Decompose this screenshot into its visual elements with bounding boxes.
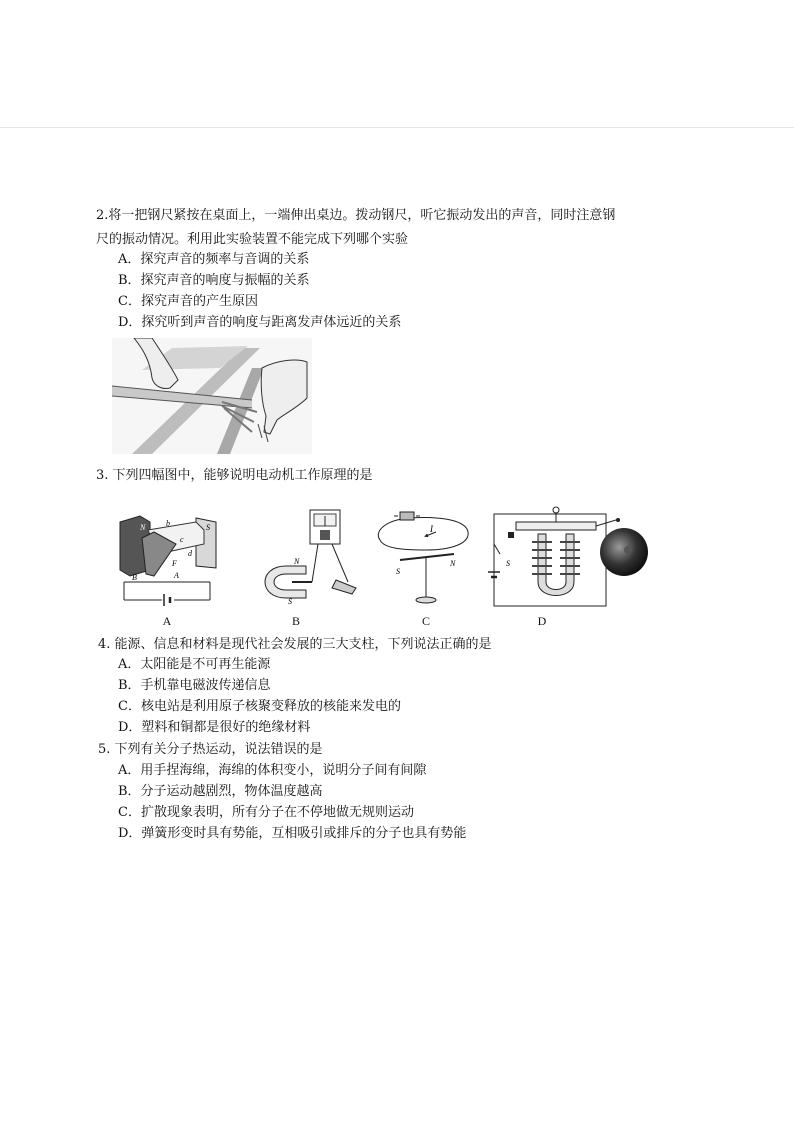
wire-loop <box>378 518 468 550</box>
label-b-lower: B <box>132 573 137 582</box>
label-b: b <box>166 519 170 528</box>
question-4-stem: 4. 能源、信息和材料是现代社会发展的三大支柱，下列说法正确的是 <box>98 637 492 652</box>
question-2-option-a: A．探究声音的频率与音调的关系 <box>118 252 310 267</box>
label-f: F <box>172 559 177 568</box>
switch <box>494 544 500 554</box>
u-electromagnet <box>538 534 574 596</box>
question-2-stem-line1: 2.将一把钢尺紧按在桌面上，一端伸出桌边。拨动钢尺，听它振动发出的声音，同时注意钢 <box>96 208 616 223</box>
question-2-option-d: D．探究听到声音的响度与距离发声体远近的关系 <box>118 315 402 330</box>
question-4-option-b: B．手机靠电磁波传递信息 <box>118 678 271 693</box>
question-5-stem: 5. 下列有关分子热运动，说法错误的是 <box>98 742 323 757</box>
page-divider-line <box>0 127 794 128</box>
question-2-option-c: C．探究声音的产生原因 <box>118 294 258 309</box>
label-s: S <box>288 597 292 606</box>
figure-label-a: A <box>162 614 172 628</box>
label-n: N <box>450 559 456 568</box>
figure-b-generator-galvanometer <box>252 508 362 608</box>
label-d: d <box>188 549 192 558</box>
figure-label-b: B <box>291 614 300 628</box>
label-s: S <box>396 567 400 576</box>
label-s: S <box>206 523 210 532</box>
figure-label-c: C <box>421 614 430 628</box>
label-i: I <box>430 524 433 534</box>
question-5-option-c: C．扩散现象表明，所有分子在不停地做无规则运动 <box>118 805 414 820</box>
figure-a-current-in-magnetic-field <box>118 508 218 608</box>
steel-ruler-table-figure <box>112 338 312 454</box>
question-2-option-b: B．探究声音的响度与振幅的关系 <box>118 273 310 288</box>
question-4-option-c: C．核电站是利用原子核聚变释放的核能来发电的 <box>118 699 401 714</box>
question-2-stem-line2: 尺的振动情况。利用此实验装置不能完成下列哪个实验 <box>96 232 409 247</box>
question-5-option-d: D．弹簧形变时具有势能，互相吸引或排斥的分子也具有势能 <box>118 826 467 841</box>
question-5-option-a: A．用手捏海绵，海绵的体积变小，说明分子间有间隙 <box>118 763 427 778</box>
question-3-stem: 3. 下列四幅图中，能够说明电动机工作原理的是 <box>96 468 373 483</box>
label-c: c <box>180 535 184 544</box>
label-n: N <box>294 557 300 566</box>
question-4-option-a: A．太阳能是不可再生能源 <box>118 657 271 672</box>
question-4-option-d: D．塑料和铜都是很好的绝缘材料 <box>118 720 311 735</box>
label-n: N <box>140 523 146 532</box>
figure-c-oersted-experiment <box>370 502 480 608</box>
figure-label-d: D <box>537 614 547 628</box>
question-5-option-b: B．分子运动越剧烈，物体温度越高 <box>118 784 323 799</box>
compass-needle <box>400 554 454 560</box>
label-a: A <box>174 571 179 580</box>
battery-icon <box>400 512 414 520</box>
bell-icon <box>598 526 650 578</box>
label-s: S <box>506 559 510 568</box>
armature <box>516 522 596 530</box>
